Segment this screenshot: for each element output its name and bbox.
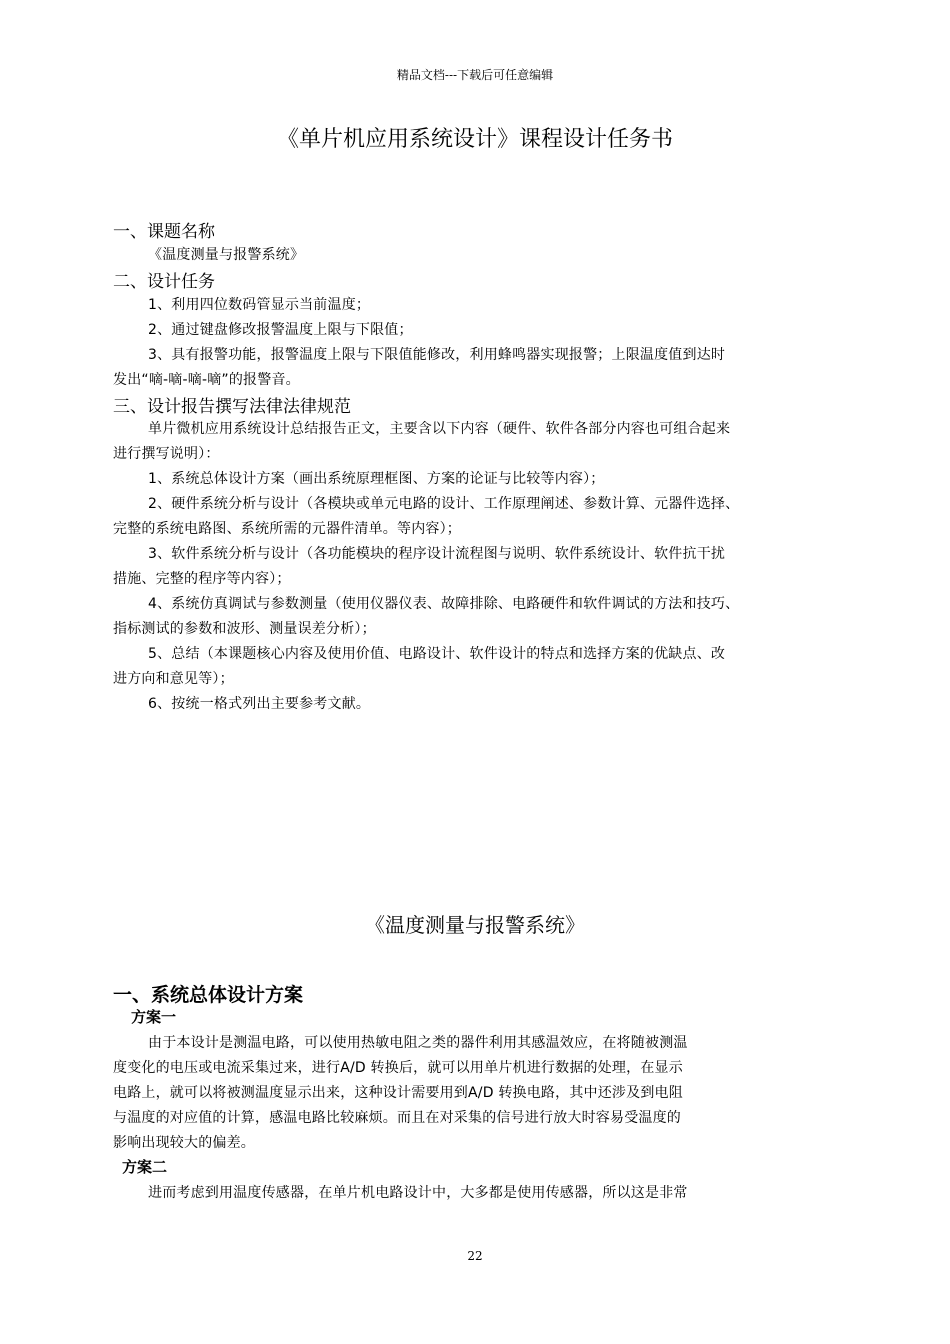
report-item-5-line2: 进方向和意见等）； <box>113 671 234 687</box>
report-item-5-line1: 5、总结（本课题核心内容及使用价值、电路设计、软件设计的特点和选择方案的优缺点、改 <box>148 646 726 662</box>
report-item-3-line1: 3、软件系统分析与设计（各功能模块的程序设计流程图与说明、软件系统设计、软件抗干扰 <box>148 546 726 562</box>
scheme1-line: 影响出现较大的偏差。 <box>113 1135 255 1151</box>
scheme1-label: 方案一 <box>131 1008 177 1026</box>
scheme1-line: 电路上，就可以将被测温度显示出来，这种设计需要用到A/D 转换电路，其中还涉及到电阻 <box>113 1085 683 1101</box>
scheme2-label: 方案二 <box>122 1158 168 1176</box>
report-item-2-line2: 完整的系统电路图、系统所需的元器件清单。等内容）； <box>113 521 461 537</box>
section3-heading: 三、设计报告撰写法律法律规范 <box>113 397 351 417</box>
report-title: 《温度测量与报警系统》 <box>365 913 585 937</box>
report-item-6: 6、按统一格式列出主要参考文献。 <box>148 696 371 712</box>
section1-content: 《温度测量与报警系统》 <box>148 247 305 263</box>
report-item-2-line1: 2、硬件系统分析与设计（各模块或单元电路的设计、工作原理阐述、参数计算、元器件选择、 <box>148 496 740 512</box>
report-intro-line2: 进行撰写说明）： <box>113 446 220 462</box>
scheme2-line: 进而考虑到用温度传感器，在单片机电路设计中，大多都是使用传感器，所以这是非常 <box>148 1185 688 1201</box>
report-item-1: 1、系统总体设计方案（画出系统原理框图、方案的论证与比较等内容）； <box>148 471 605 487</box>
report-item-4-line2: 指标测试的参数和波形、测量误差分析）； <box>113 621 376 637</box>
task-item-3: 3、具有报警功能，报警温度上限与下限值能修改，利用蜂鸣器实现报警；上限温度值到达时 <box>148 347 726 363</box>
scheme1-line: 由于本设计是测温电路，可以使用热敏电阻之类的器件利用其感温效应，在将随被测温 <box>148 1035 688 1051</box>
report-intro-line1: 单片微机应用系统设计总结报告正文，主要含以下内容（硬件、软件各部分内容也可组合起来 <box>148 421 731 437</box>
report-item-4-line1: 4、系统仿真调试与参数测量（使用仪器仪表、故障排除、电路硬件和软件调试的方法和技巧、 <box>148 596 740 612</box>
page-number: 22 <box>467 1249 483 1263</box>
page-header: 精品文档---下载后可任意编辑 <box>396 68 554 82</box>
task-item-2: 2、通过键盘修改报警温度上限与下限值； <box>148 322 413 338</box>
report-item-3-line2: 措施、完整的程序等内容）； <box>113 571 291 587</box>
task-book-title: 《单片机应用系统设计》课程设计任务书 <box>276 127 673 152</box>
report-section-heading: 一、系统总体设计方案 <box>113 984 304 1006</box>
section2-heading: 二、设计任务 <box>113 272 215 292</box>
scheme1-line: 与温度的对应值的计算，感温电路比较麻烦。而且在对采集的信号进行放大时容易受温度的 <box>113 1110 681 1126</box>
task-item-3-continued: 发出“嘀-嘀-嘀-嘀”的报警音。 <box>113 372 300 388</box>
task-item-1: 1、利用四位数码管显示当前温度； <box>148 297 371 313</box>
section1-heading: 一、课题名称 <box>113 222 215 242</box>
scheme1-line: 度变化的电压或电流采集过来，进行A/D 转换后，就可以用单片机进行数据的处理，在显示 <box>113 1060 683 1076</box>
